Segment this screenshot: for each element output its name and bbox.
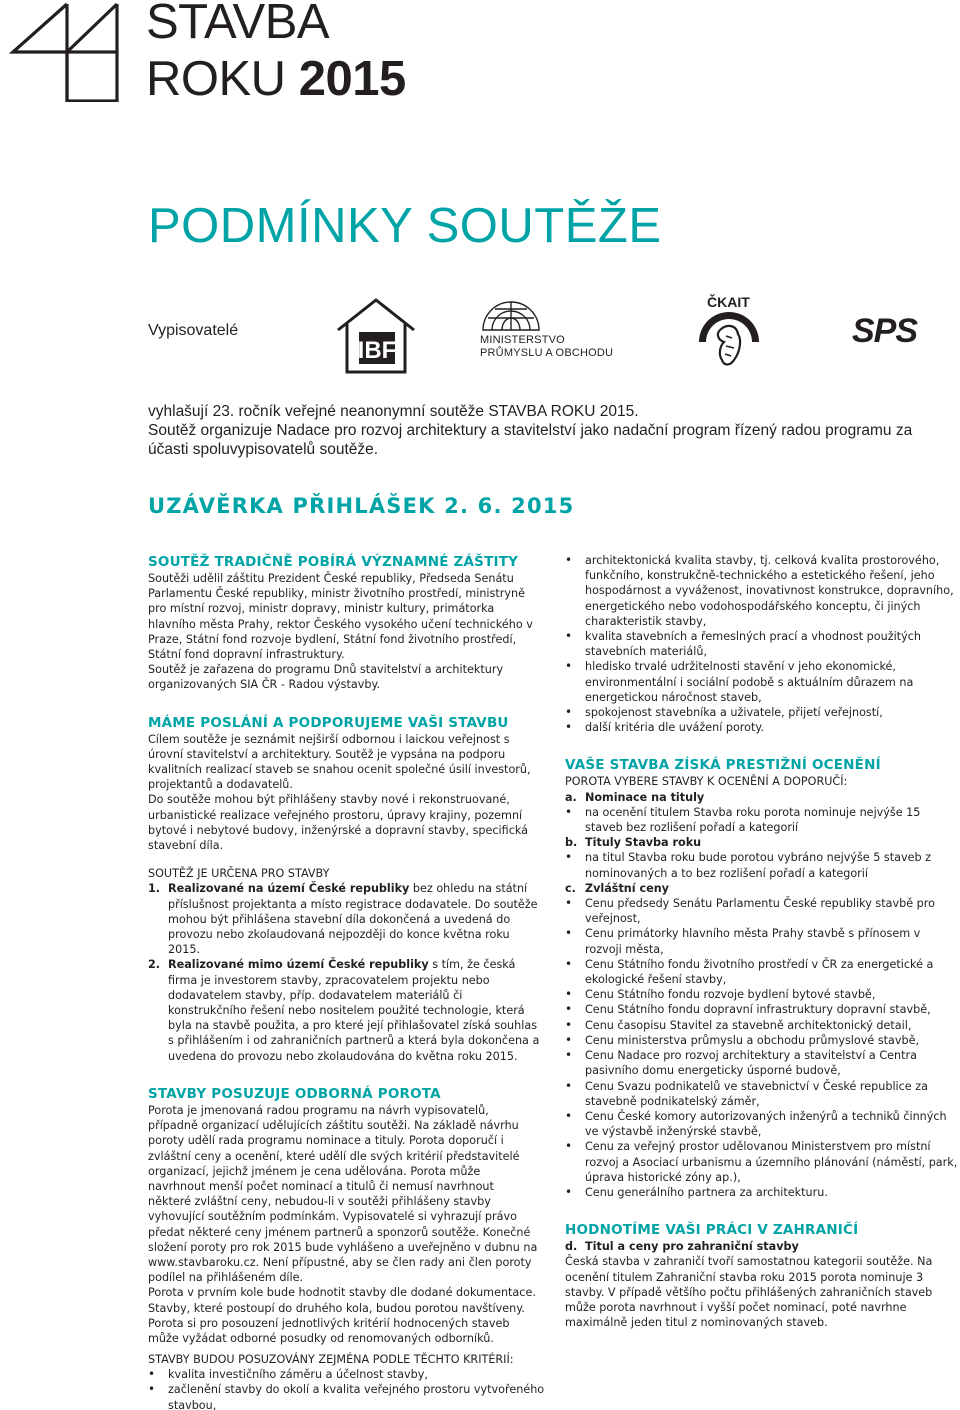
- intro-line-1: vyhlašují 23. ročník veřejné neanonymní soutěže STAVBA ROKU 2015.: [148, 403, 639, 420]
- mpo-logo: [478, 296, 628, 364]
- list-item: • Cenu primátorky hlavního města Prahy stavbě s přínosem v rozvoji města,: [565, 926, 960, 956]
- list-item: • další kritéria dle uvážení poroty.: [565, 720, 960, 735]
- poslani-paragraph-1: Cílem soutěže je seznámit nejširší odbornou i laickou veřejnost s úrovní stavitelství a architektury. Soutěž je vypsána na podporu kvalitních realizací staveb se snahou ocenit společné úsilí investorů, projektantů a dodavatelů.: [148, 732, 531, 792]
- category-title-text: Nominace na tituly: [585, 790, 705, 804]
- section-heading-poslani: MÁME POSLÁNÍ A PODPORUJEME VAŠI STAVBU: [148, 714, 509, 731]
- category-title-text: Titul a ceny pro zahraniční stavby: [585, 1240, 799, 1254]
- list-item: • na ocenění titulem Stavba roku porota nominuje nejvýše 15 staveb bez rozlišení pořadí a kategorií: [565, 805, 960, 835]
- urceno-list: [148, 881, 540, 1063]
- porota-paragraph-3: Porota si pro posouzení jednotlivých kritérií hodnocených staveb může vyžádat odborné posudky od renomovaných odborníků.: [148, 1316, 510, 1345]
- list-item-text: s tím, že česká firma je investorem stavby, zpracovatelem projektu nebo dodavatelem stavby, příp. dodavatelem materiálů či konstrukčního řešení nebo nositelem použité technologie, která byla na stavbě použita, a pro které její přihlašovatel získá souhlas s přihlášením i od zahraničních partnerů a která byla dokončena a uvedena do provozu nebo zkolaudována do května roku 2015.: [168, 958, 540, 1063]
- criteria-list: [148, 1367, 558, 1410]
- list-item: • Cenu ministerstva průmyslu a obchodu průmyslové stavbě,: [565, 1033, 960, 1048]
- intro-text: [148, 402, 948, 459]
- category-d-title: [565, 1239, 960, 1254]
- list-item: • Cenu generálního partnera za architekturu.: [565, 1185, 960, 1200]
- list-item: • Cenu časopisu Stavitel za stavebně architektonický detail,: [565, 1018, 960, 1033]
- right-column: [565, 553, 960, 1330]
- left-column: [148, 554, 540, 1346]
- ckait-text: ČKAIT: [707, 294, 750, 310]
- list-item-bold: Realizované na území České republiky: [168, 882, 410, 896]
- list-item: • Cenu předsedy Senátu Parlamentu České republiky stavbě pro veřejnost,: [565, 896, 960, 926]
- list-item: • kvalita investičního záměru a účelnost stavby,: [148, 1367, 558, 1382]
- list-item: • začlenění stavby do okolí a kvalita veřejného prostoru vytvořeného stavbou,: [148, 1382, 558, 1410]
- brand-line-1: STAVBA: [146, 0, 330, 49]
- vypisovatele-label: Vypisovatelé: [148, 322, 239, 339]
- program-paragraph: Soutěž je zařazena do programu Dnů stavitelství a architektury organizovaných SIA ČR - Radou výstavby.: [148, 663, 504, 692]
- category-b-title: [565, 835, 960, 850]
- category-letter: a.: [565, 790, 577, 804]
- list-item: • spokojenost stavebníka a uživatele, přijetí veřejností,: [565, 705, 960, 720]
- list-item: • Cenu Státního fondu rozvoje bydlení bytové stavbě,: [565, 987, 960, 1002]
- category-b-list: [565, 850, 960, 880]
- list-item: [148, 881, 540, 957]
- porota-paragraph-1: Porota je jmenovaná radou programu na návrh vypisovatelů, případně organizací udělujících záštitu soutěži. Na základě návrhu poroty udělí rada programu nominace a tituly. Porota doporučí i zvláštní ceny a ocenění, které udělí dle svých kritérií představitelé organizací, jejichž jménem je cena udělována. Porota může navrhnout menší počet nominací a titulů či nemusí navrhnout některé zvláštní ceny, nebudou-li v soutěži přihlášeny stavby vyhovující soutěžním podmínkám. Vypisovatelé si vyhrazují právo předat některé ceny jménem partnerů a sponzorů soutěže. Konečné složení poroty pro rok 2015 bude vyhlášeno a uveřejněno v dubnu na www.stavbaroku.cz. Není přípustné, aby se člen rady ani člen poroty podílel na přihlášeném díle.: [148, 1103, 538, 1285]
- zastity-paragraph: Soutěži udělil záštitu Prezident České republiky, Předseda Senátu Parlamentu České republiky, ministr životního prostředí, ministryně pro místní rozvoj, ministr dopravy, ministr kultury, primátorka hlavního města Prahy, rektor Českého vysokého učení technického v Praze, Státní fond rozvoje bydlení, Státní fond životního prostředí, Státní fond dopravní infrastruktury.: [148, 572, 533, 662]
- criteria-block: [148, 1352, 558, 1410]
- sps-logo: [852, 312, 946, 352]
- category-a-list: [565, 805, 960, 835]
- ibf-logo: [333, 296, 419, 376]
- category-a-title: [565, 790, 960, 805]
- category-letter: c.: [565, 881, 576, 895]
- category-title-text: Zvláštní ceny: [585, 881, 669, 895]
- ibf-text: IBF: [357, 337, 397, 364]
- section-heading-zastity: SOUTĚŽ TRADIČNĚ POBÍRÁ VÝZNAMNÉ ZÁŠTITY: [148, 554, 519, 570]
- criteria-list-continued: [565, 553, 960, 735]
- page-title: PODMÍNKY SOUTĚŽE: [148, 199, 662, 253]
- list-item: • na titul Stavba roku bude porotou vybráno nejvýše 5 staveb z nominovaných a to bez rozlišení pořadí a kategorií: [565, 850, 960, 880]
- brand-line-2-bold: 2015: [298, 52, 406, 106]
- poslani-paragraph-2: Do soutěže mohou být přihlášeny stavby nové i rekonstruované, urbanistické realizace veřejného prostoru, úpravy krajiny, pozemní bytové i nebytové budovy, inženýrské a dopravní stavby, specifická stavební díla.: [148, 793, 528, 853]
- list-item: • Cenu Státního fondu životního prostředí v ČR za energetické a ekologické řešení stavby,: [565, 957, 960, 987]
- intro-line-2: Soutěž organizuje Nadace pro rozvoj architektury a stavitelství jako nadační program řízený radou programu za účasti spoluvypisovatelů soutěže.: [148, 422, 913, 458]
- list-item-bold: Realizované mimo území České republiky: [168, 958, 429, 972]
- category-letter: b.: [565, 836, 578, 850]
- mpo-text-line-2: PRŮMYSLU A OBCHODU: [480, 347, 614, 359]
- section-heading-porota: STAVBY POSUZUJE ODBORNÁ POROTA: [148, 1085, 441, 1102]
- mpo-globe-icon: [480, 296, 542, 332]
- brand-title: [146, 0, 406, 108]
- list-number: 1.: [148, 882, 161, 896]
- list-item: • architektonická kvalita stavby, tj. celková kvalita prostorového, funkčního, konstrukčně-technického a estetického řešení, jeho hospodárnost a vyváženost, inovativnost konstrukce, dopravního, energetického nebo vodohospodářského konceptu, či jiných charakteristik stavby,: [565, 553, 960, 629]
- section-heading-zahranici: HODNOTÍME VAŠI PRÁCI V ZAHRANIČÍ: [565, 1222, 859, 1239]
- oceneni-sublabel: POROTA VYBERE STAVBY K OCENĚNÍ A DOPORUČÍ:: [565, 775, 848, 789]
- zahranici-paragraph: Česká stavba v zahraničí tvoří samostatnou kategorii soutěže. Na ocenění titulem Zahraniční stavba roku 2015 porota nominuje 3 stavby. V případě většího počtu přihlášených zahraničních staveb může porota navrhnout i vyšší počet nominací, poté navrhne maximálně jeden titul z nominovaných staveb.: [565, 1255, 933, 1330]
- list-item: • Cenu Svazu podnikatelů ve stavebnictví v České republice za stavebně podnikatelský záměr,: [565, 1079, 960, 1109]
- section-heading-oceneni: VAŠE STAVBA ZÍSKÁ PRESTIŽNÍ OCENĚNÍ: [565, 757, 881, 774]
- list-item: • hledisko trvalé udržitelnosti stavění v jeho ekonomické, environmentální i sociální podobě s aktuálním důrazem na energetickou náročnost staveb,: [565, 659, 960, 705]
- list-item: • kvalita stavebních a řemeslných prací a vhodnost použitých stavebních materiálů,: [565, 629, 960, 659]
- sps-text: SPS: [852, 312, 918, 350]
- category-title-text: Tituly Stavba roku: [585, 836, 702, 850]
- list-item: • Cenu Nadace pro rozvoj architektury a stavitelství a Centra pasivního domu energeticky úsporné budově,: [565, 1048, 960, 1078]
- ibf-house-icon: [333, 296, 419, 376]
- list-number: 2.: [148, 958, 161, 972]
- category-letter: d.: [565, 1240, 578, 1254]
- list-item: • Cenu Státního fondu dopravní infrastruktury dopravní stavbě,: [565, 1002, 960, 1017]
- brand-line-2-light: ROKU: [146, 52, 299, 106]
- ckait-logo: [690, 294, 770, 374]
- list-item: • Cenu České komory autorizovaných inženýrů a techniků činných ve výstavbě inženýrské stavbě,: [565, 1109, 960, 1139]
- stavba-roku-logo-mark: [5, 2, 135, 102]
- list-item: [148, 957, 540, 1063]
- category-c-title: [565, 881, 960, 896]
- urceno-label: SOUTĚŽ JE URČENA PRO STAVBY: [148, 867, 330, 881]
- list-item: • Cenu za veřejný prostor udělovanou Ministerstvem pro místní rozvoj a Asociací urbanismu a územního plánování (náměstí, park, úprava historické zóny ap.),: [565, 1139, 960, 1185]
- criteria-label: STAVBY BUDOU POSUZOVÁNY ZEJMÉNA PODLE TĚCHTO KRITÉRIÍ:: [148, 1353, 514, 1366]
- deadline-heading: UZÁVĚRKA PŘIHLÁŠEK 2. 6. 2015: [148, 494, 575, 518]
- category-c-list: [565, 896, 960, 1200]
- mpo-text-line-1: MINISTERSTVO: [480, 334, 565, 346]
- porota-paragraph-2: Porota v prvním kole bude hodnotit stavby dle dodané dokumentace. Stavby, které postoupí do druhého kola, budou porotou navštíveny.: [148, 1286, 536, 1315]
- list-item-text: bez ohledu na státní příslušnost projektanta a místo registrace dodavatele. Do soutěže mohou být přihlášena stavební díla dokončená a uvedená do provozu nebo zkolaudovaná nejpozději do konce května roku 2015.: [168, 882, 538, 957]
- ckait-lion-emblem-icon: [696, 310, 762, 370]
